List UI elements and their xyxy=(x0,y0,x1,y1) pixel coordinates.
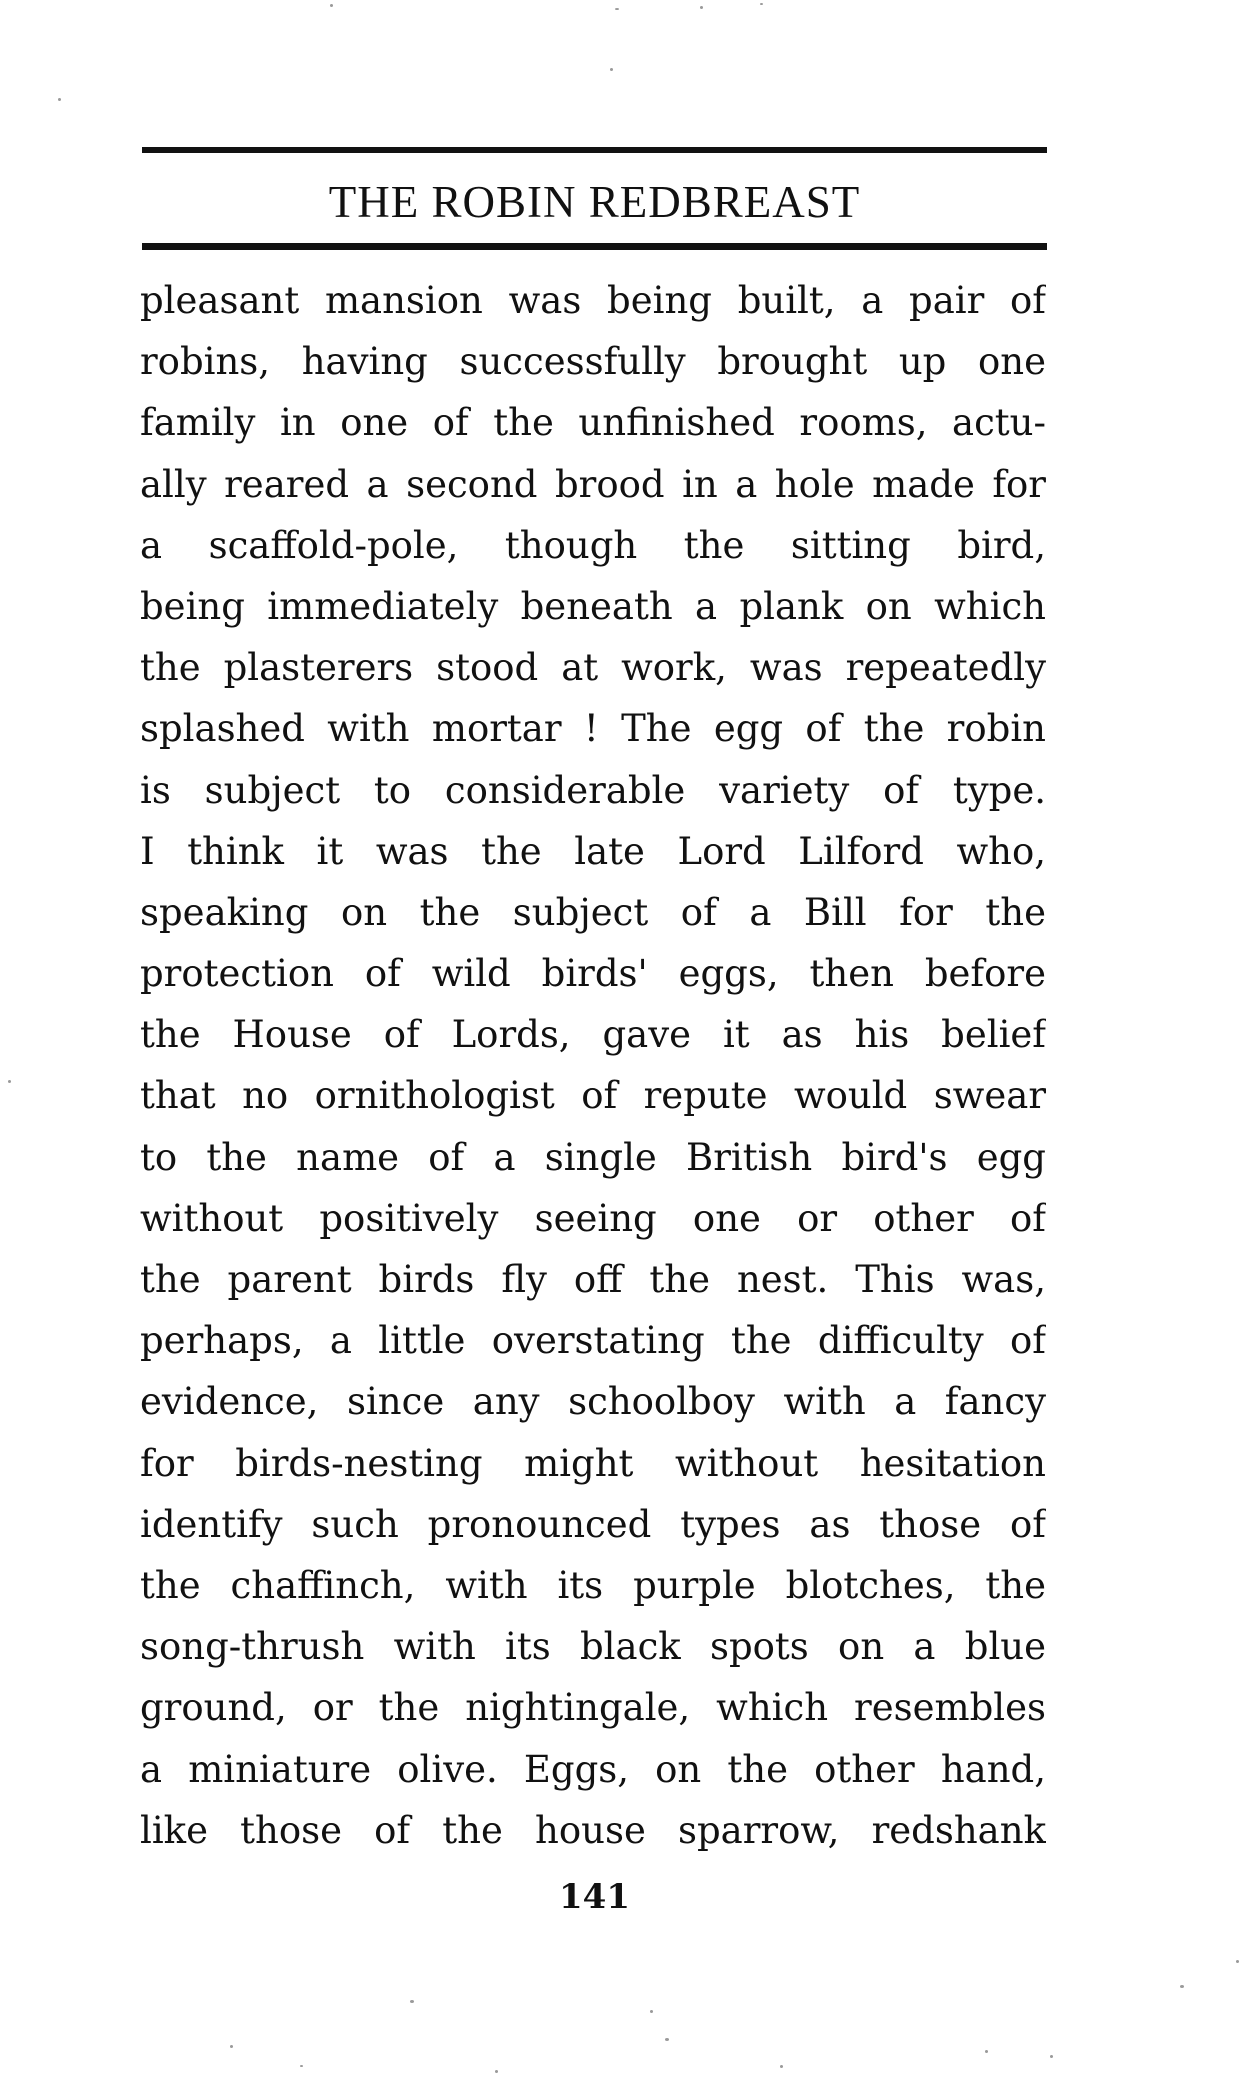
text-line: the chaffinch, with its purple blotches, the xyxy=(140,1563,1046,1607)
text-line: for birds-nesting might without hesitation xyxy=(140,1441,1046,1485)
text-line: a scaffold-pole, though the sitting bird, xyxy=(140,523,1046,567)
text-line: to the name of a single British bird's egg xyxy=(140,1135,1046,1179)
text-line: evidence, since any schoolboy with a fancy xyxy=(140,1380,1046,1424)
text-line: the House of Lords, gave it as his belief xyxy=(140,1013,1046,1057)
text-line: like those of the house sparrow, redshank xyxy=(140,1808,1046,1852)
text-line: identify such pronounced types as those of xyxy=(140,1502,1046,1546)
text-line: I think it was the late Lord Lilford who, xyxy=(140,829,1046,873)
text-line: being immediately beneath a plank on which xyxy=(140,584,1046,628)
text-line: robins, having successfully brought up one xyxy=(140,340,1046,384)
text-line: is subject to considerable variety of type. xyxy=(140,768,1046,812)
text-line: without positively seeing one or other of xyxy=(140,1196,1046,1240)
page-number: 141 xyxy=(559,1877,630,1917)
text-line: song-thrush with its black spots on a blue xyxy=(140,1625,1046,1669)
text-line: speaking on the subject of a Bill for the xyxy=(140,890,1046,934)
running-head: THE ROBIN REDBREAST xyxy=(328,177,861,227)
text-line: protection of wild birds' eggs, then before xyxy=(140,952,1046,996)
text-line: ally reared a second brood in a hole made for xyxy=(140,462,1046,506)
body-text xyxy=(140,270,1046,1861)
text-line: the plasterers stood at work, was repeatedly xyxy=(140,646,1046,690)
text-line: the parent birds fly off the nest. This was, xyxy=(140,1258,1046,1301)
header-rule-top xyxy=(142,147,1047,153)
text-line: that no ornithologist of repute would swear xyxy=(140,1074,1046,1118)
text-line: family in one of the unfinished rooms, actu- xyxy=(140,401,1046,445)
text-line: pleasant mansion was being built, a pair of xyxy=(140,279,1046,322)
text-line: perhaps, a little overstating the difficulty of xyxy=(140,1319,1046,1363)
text-line: ground, or the nightingale, which resembles xyxy=(140,1686,1046,1730)
text-line: a miniature olive. Eggs, on the other hand, xyxy=(140,1747,1046,1791)
header-rule-bottom xyxy=(142,243,1047,250)
text-line: splashed with mortar ! The egg of the robin xyxy=(140,707,1046,751)
